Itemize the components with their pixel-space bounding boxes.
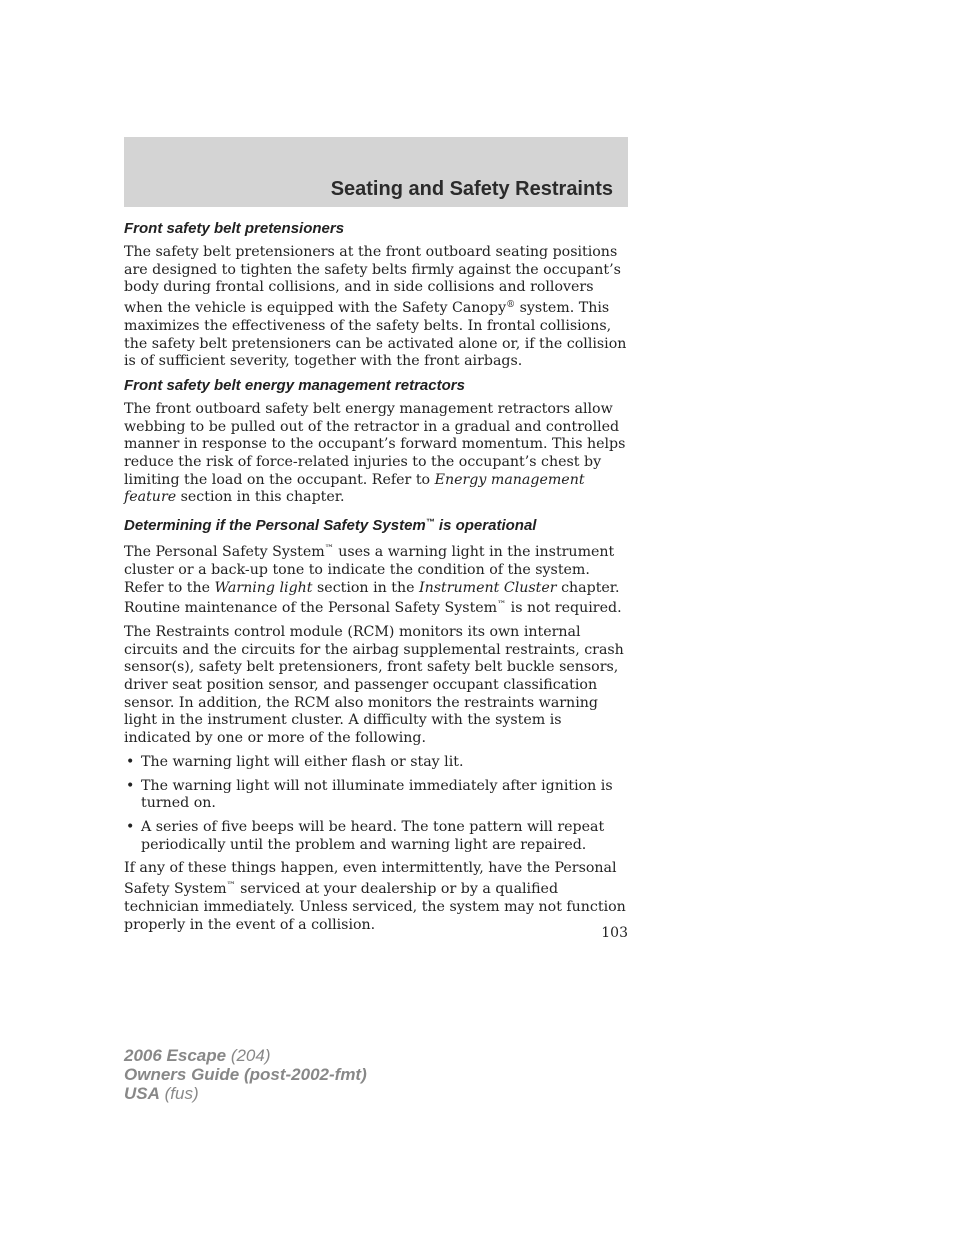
heading-energy-retractors: Front safety belt energy management retractors <box>124 376 465 394</box>
paragraph-rcm: The Restraints control module (RCM) monitors its own internal circuits and the circuits for the airbag supplemental restraints, crash sensor(s), safety belt pretensioners, front safety belt buckle sensors, driver seat position sensor, and passenger occupant classification sensor. In addition, the RCM also monitors the restraints warning light in the instrument cluster. A difficulty with the system is indicated by one or more of the following. <box>124 623 624 747</box>
reference-instrument-cluster: Instrument Cluster <box>419 579 557 596</box>
trademark-mark: ® <box>506 300 516 311</box>
page-number: 103 <box>601 925 628 941</box>
heading-pretensioners: Front safety belt pretensioners <box>124 220 345 237</box>
reference-energy-management: Energy management feature <box>124 471 585 506</box>
footer-line-guide: Owners Guide (post-2002-fmt) <box>124 1065 367 1084</box>
footer-line-market: USA (fus) <box>124 1084 199 1103</box>
symptom-list <box>124 754 629 855</box>
document-footer <box>124 1046 367 1103</box>
paragraph-pss-intro: The Personal Safety System™ uses a warning light in the instrument cluster or a back-up tone to indicate the condition of the system. Refer to the Warning light section in the Instrument Cluster chapter. Routine maintenance of the Personal Safety System™ is not required. <box>124 544 622 617</box>
heading-personal-safety-system: Determining if the Personal Safety System™ is operational <box>124 517 537 535</box>
paragraph-pretensioners: The safety belt pretensioners at the front outboard seating positions are designed to tighten the safety belts firmly against the occupant’s body during frontal collisions, and in side collisions and rollovers when the vehicle is equipped with the Safety Canopy® system. This maximizes the effectiveness of the safety belts. In frontal collisions, the safety belt pretensioners can be activated alone or, if the collision is of sufficient severity, together with the front airbags. <box>124 244 627 370</box>
list-item: • The warning light will either flash or stay lit. <box>124 754 629 772</box>
footer-line-model: 2006 Escape (204) <box>124 1046 271 1065</box>
page-content <box>124 220 629 940</box>
section-header-band <box>124 137 628 207</box>
paragraph-service: If any of these things happen, even intermittently, have the Personal Safety System™ serviced at your dealership or by a qualified technician immediately. Unless serviced, the system may not function properly in the event of a collision. <box>124 860 626 933</box>
trademark-mark: ™ <box>497 600 507 611</box>
reference-warning-light: Warning light <box>214 579 313 596</box>
trademark-mark: ™ <box>226 881 236 892</box>
paragraph-energy-retractors: The front outboard safety belt energy management retractors allow webbing to be pulled out of the retractor in a gradual and controlled manner in response to the occupant’s forward momentum. This helps reduce the risk of force-related injuries to the occupant’s chest by limiting the load on the occupant. Refer to Energy management feature section in this chapter. <box>124 400 626 506</box>
list-item: • The warning light will not illuminate immediately after ignition is turned on. <box>124 778 629 813</box>
trademark-mark: ™ <box>324 544 334 555</box>
trademark-mark: ™ <box>425 517 435 528</box>
list-item: • A series of five beeps will be heard. The tone pattern will repeat periodically until the problem and warning light are repaired. <box>124 819 629 854</box>
section-title: Seating and Safety Restraints <box>330 178 613 200</box>
